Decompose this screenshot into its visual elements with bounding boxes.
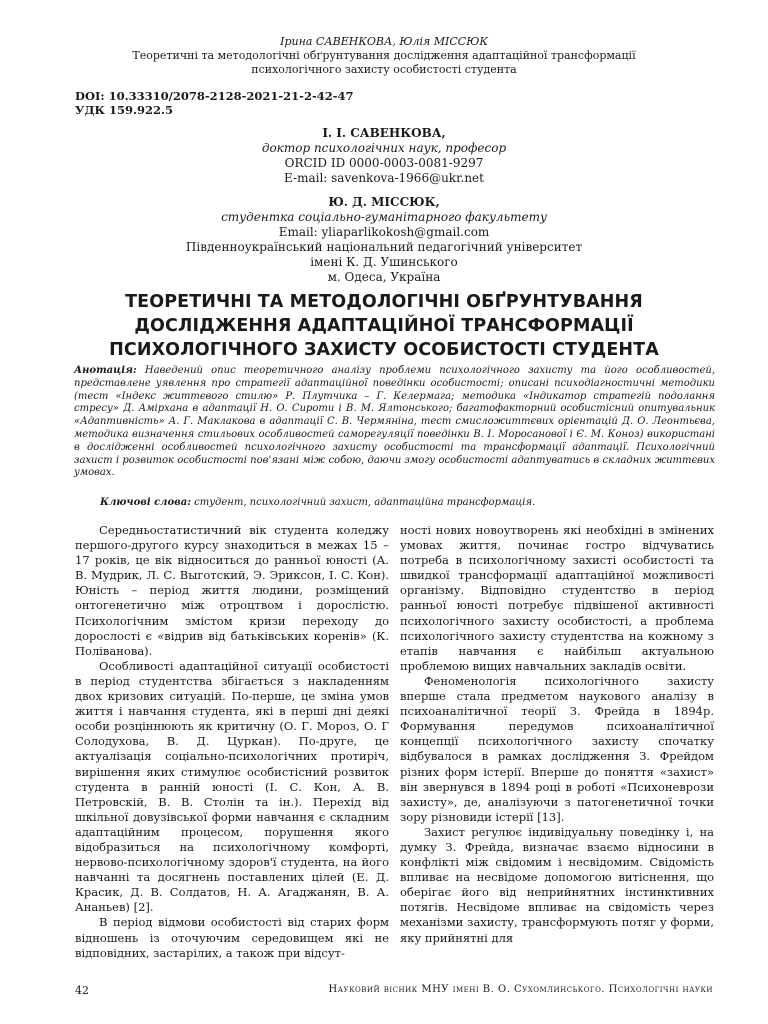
author1-position: доктор психологічних наук, професор: [261, 141, 507, 155]
author1-orcid: ORCID ID 0000-0003-0081-9297: [284, 156, 484, 170]
udk-code: УДК 159.922.5: [75, 103, 174, 117]
abstract-label: Анотація:: [74, 365, 137, 376]
article-title-line2: ДОСЛІДЖЕННЯ АДАПТАЦІЙНОЇ ТРАНСФОРМАЦІЇ: [134, 316, 634, 336]
abstract: [74, 365, 715, 480]
body-paragraph: Захист регулює індивідуальну поведінку і, на думку З. Фрейда, визначає взаємо відносини в конфлікті між свідомим і несвідомим. Свідомість впливає на несвідоме допомогою витіснення, що оберігає його від неприйнятних інстинктивних потягів. Несвідоме впливає на свідомість через механізми захисту, трансформують потяг у форми, яку прийнятні для: [400, 824, 714, 945]
author2-institution-line1: Південноукраїнський національний педагогічний університет: [185, 240, 583, 254]
author-block-2: [0, 195, 768, 285]
running-header-title-line2: психологічного захисту особистості студента: [251, 63, 517, 76]
abstract-text: Наведений опис теоретичного аналізу проблеми психологічного захисту та його особливостей, представлене уявлення про стратегії адаптаційної поведінки особистості; описані психодіагностичні методики (тест «Індекс життєвого стилю» Р. Плутчика – Г. Келермага; методика «Індикатор стратегій подолання стресу» Д. Амірхана в адаптації Н. О. Сироти і В. М. Ялтонського; багатофакторний особистісний опитувальник «Адаптивність» А. Г. Маклакова в адаптації С. В. Чермяніна, тест смисложиттєвих орієнтацій Д. О. Леонтьєва, методика визначення стильових особливостей саморегуляції поведінки В. І. Моросанової і Є. М. Коноз) використані в дослідженні особливостей психологічного захисту особистості та трансформації адаптації. Психологічний захист і розвиток особистості пов'язані між собою, даючи змогу особистості адаптуватись в складних життєвих умовах.: [74, 365, 715, 479]
author2-city: м. Одеса, Україна: [327, 270, 441, 284]
article-title-line1: ТЕОРЕТИЧНІ ТА МЕТОДОЛОГІЧНІ ОБҐРУНТУВАННЯ: [125, 292, 643, 312]
running-header-title-line1: Теоретичні та методологічні обґрунтування дослідження адаптаційної трансформації: [132, 49, 636, 62]
article-title: [90, 290, 678, 362]
author-block-1: [0, 126, 768, 186]
body-paragraph: Феноменологія психологічного захисту вперше стала предметом наукового аналізу в психоаналітичної теорії З. Фрейда в 1894р. Формування передумов психоаналітичної концепції психологічного захисту спочатку відбувалося в рамках дослідження З. Фрейдом різних форм істерії. Вперше до поняття «захист» він звернувся в 1894 році в роботі «Психоневрози захисту», де, аналізуючи з патогенетичної точки зору різновиди істерії [13].: [400, 673, 714, 824]
body-column-left: [75, 523, 389, 961]
body-paragraph: Особливості адаптаційної ситуації особистості в період студентства збігається з накладенням двох кризових ситуацій. По-перше, це зміна умов життя і навчання студента, які в перші дні деякі особи розціннюють як критичну (О. Г. Мороз, О. Г Солодухова, В. Д. Цуркан). По-друге, це актуалізація соціально-психологічних протиріч, вирішення яких стимулює особистісний розвиток студента в ранній юності (І. С. Кон, А. В. Петровскій, В. В. Столін та ін.). Перехід від шкільної довузівської форми навчання є складним адаптаційним процесом, порушення якого відобразиться на психологічному комфорті, нервово-психологічному здоров'ї студента, на його навчанні та досягнень поставлених цілей (Е. Д. Красик, Д. В. Солдатов, Н. А. Агаджанян, В. А. Ананьев) [2].: [75, 658, 389, 915]
running-header-title: [0, 49, 768, 77]
body-column-right: [400, 523, 714, 946]
doi: DOI: 10.33310/2078-2128-2021-21-2-42-47: [75, 89, 354, 103]
body-paragraph: В період відмови особистості від старих форм відношень із оточуючим середовищем які не відповідних, застарілих, а також при відсут-: [75, 915, 389, 960]
keywords: [100, 497, 715, 508]
running-header-authors: Ірина САВЕНКОВА, Юлія МІССЮК: [280, 35, 488, 48]
keywords-label: Ключові слова:: [100, 497, 191, 508]
author2-position: студентка соціально-гуманітарного факультету: [221, 210, 547, 224]
author1-email: E-mail: savenkova-1966@ukr.net: [284, 171, 484, 185]
journal-name: Науковий вісник МНУ імені В. О. Сухомлинського. Психологічні науки: [328, 984, 713, 995]
article-title-line3: ПСИХОЛОГІЧНОГО ЗАХИСТУ ОСОБИСТОСТІ СТУДЕНТА: [109, 340, 659, 360]
author2-name: Ю. Д. МІССЮК,: [328, 195, 440, 209]
author1-name: І. І. САВЕНКОВА,: [322, 126, 446, 140]
author2-institution-line2: імені К. Д. Ушинського: [310, 255, 458, 269]
page-number: 42: [75, 984, 89, 997]
body-paragraph: ності нових новоутворень які необхідні в змінених умовах життя, починає гостро відчуватись потреба в психологічному захисті особистості та швидкої трансформації адаптаційної можливості організму. Відповідно студентство в період ранньої юності потребує підвішеної активності психологічного захисту особистості, а проблема психологічного захисту студентства на кожному з етапів навчання є найбільш актуальною проблемою вищих навчальних закладів освіти.: [400, 523, 714, 673]
author2-email: Email: yliaparlikokosh@gmail.com: [278, 225, 490, 239]
keywords-text: студент, психологічний захист, адаптаційна трансформація.: [194, 497, 536, 508]
body-paragraph: Середньостатистичний вік студента коледжу першого-другого курсу знаходиться в межах 15 – 17 років, це вік відноситься до ранньої юності (А. В. Мудрик, Л. С. Выготский, Э. Эриксон, І. С. Кон). Юність – період життя людини, розміщений онтогенетично між отроцтвом і дорослістю. Психологічним змістом кризи переходу до дорослості є «відрив від батьківських коренів» (К. Поліванова).: [75, 523, 389, 658]
